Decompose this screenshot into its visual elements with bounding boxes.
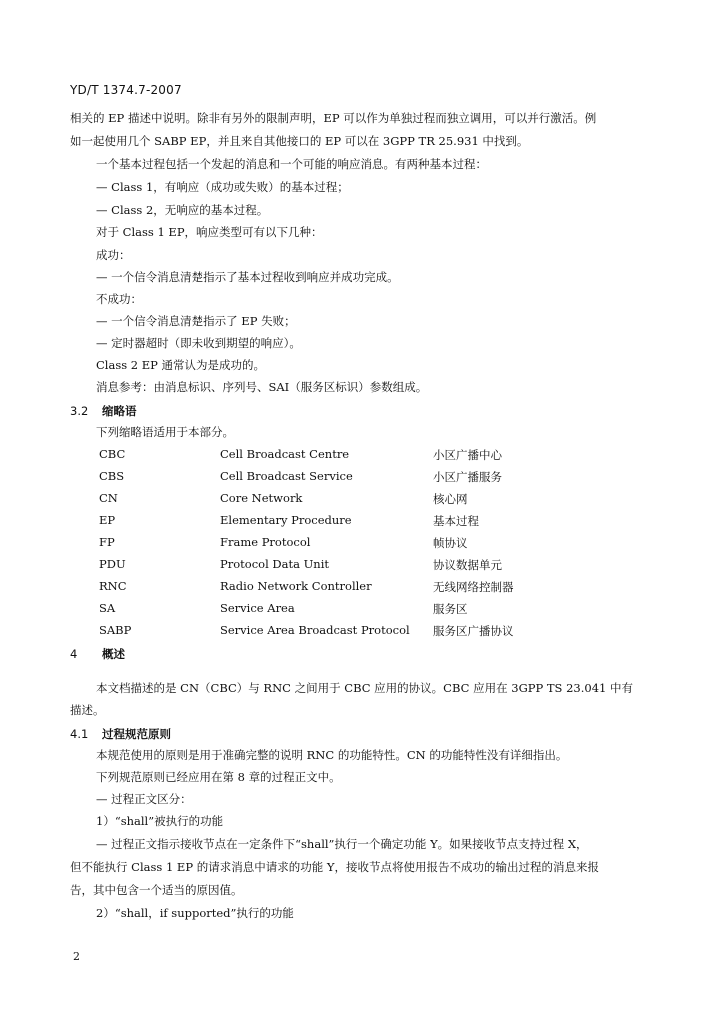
paragraph-line: 但不能执行 Class 1 EP 的请求消息中请求的功能 Y，接收节点将使用报告不成功的输出过程的消息来报 — [70, 860, 599, 874]
list-item: — 一个信令消息清楚指示了 EP 失败； — [96, 314, 296, 328]
english-cell: Core Network — [220, 491, 303, 505]
paragraph-line: 本文档描述的是 CN（CBC）与 RNC 之间用于 CBC 应用的协议。CBC 应用在 3GPP TS 23.041 中有 — [96, 681, 633, 695]
chinese-cell: 小区广播中心 — [433, 448, 502, 462]
section-heading — [70, 403, 137, 419]
chinese-cell: 帧协议 — [433, 536, 468, 550]
list-item: — 过程正文区分： — [96, 792, 192, 806]
abbr-cell: CN — [99, 491, 118, 505]
chinese-cell: 服务区 — [433, 602, 468, 616]
list-item: — 定时器超时（即未收到期望的响应）。 — [96, 336, 301, 350]
paragraph-line: 消息参考：由消息标识、序列号、SAI（服务区标识）参数组成。 — [96, 380, 428, 394]
chinese-cell: 无线网络控制器 — [433, 580, 514, 594]
english-cell: Radio Network Controller — [220, 579, 372, 593]
list-item: 1）“shall”被执行的功能 — [96, 814, 224, 828]
chinese-cell: 小区广播服务 — [433, 470, 502, 484]
list-item: — Class 1，有响应（成功或失败）的基本过程； — [96, 180, 349, 194]
paragraph-line: 告，其中包含一个适当的原因值。 — [70, 883, 243, 897]
paragraph-line: Class 2 EP 通常认为是成功的。 — [96, 358, 266, 372]
paragraph-line: 描述。 — [70, 703, 105, 717]
abbr-cell: CBC — [99, 447, 126, 461]
english-cell: Frame Protocol — [220, 535, 311, 549]
english-cell: Elementary Procedure — [220, 513, 352, 527]
document-header: YD/T 1374.7-2007 — [70, 83, 182, 97]
abbr-cell: SA — [99, 601, 116, 615]
list-item: — Class 2，无响应的基本过程。 — [96, 203, 269, 217]
section-heading — [70, 726, 171, 742]
paragraph-line: 本规范使用的原则是用于准确完整的说明 RNC 的功能特性。CN 的功能特性没有详细指出。 — [96, 748, 568, 762]
label: 成功： — [96, 248, 131, 262]
abbr-cell: CBS — [99, 469, 125, 483]
chinese-cell: 服务区广播协议 — [433, 624, 514, 638]
section-title: 概述 — [102, 647, 125, 661]
section-title: 过程规范原则 — [102, 727, 171, 741]
abbr-cell: FP — [99, 535, 115, 549]
section-number: 4 — [70, 647, 78, 661]
chinese-cell: 协议数据单元 — [433, 558, 502, 572]
english-cell: Service Area Broadcast Protocol — [220, 623, 410, 637]
abbr-cell: SABP — [99, 623, 132, 637]
chinese-cell: 核心网 — [433, 492, 468, 506]
section-number: 3.2 — [70, 404, 89, 418]
list-item: — 一个信令消息清楚指示了基本过程收到响应并成功完成。 — [96, 270, 399, 284]
list-item: 2）“shall，if supported”执行的功能 — [96, 906, 294, 920]
english-cell: Protocol Data Unit — [220, 557, 330, 571]
english-cell: Cell Broadcast Centre — [220, 447, 350, 461]
section-heading — [70, 646, 125, 662]
abbr-cell: EP — [99, 513, 116, 527]
paragraph-line: 对于 Class 1 EP，响应类型可有以下几种： — [96, 225, 323, 239]
abbr-cell: PDU — [99, 557, 126, 571]
paragraph-line: 相关的 EP 描述中说明。除非有另外的限制声明，EP 可以作为单独过程而独立调用，可以并行激活。例 — [70, 111, 597, 125]
english-cell: Cell Broadcast Service — [220, 469, 353, 483]
paragraph-line: 下列缩略语适用于本部分。 — [96, 425, 234, 439]
paragraph-line: 如一起使用几个 SABP EP，并且来自其他接口的 EP 可以在 3GPP TR 25.931 中找到。 — [70, 134, 529, 148]
abbr-cell: RNC — [99, 579, 127, 593]
english-cell: Service Area — [220, 601, 295, 615]
section-number: 4.1 — [70, 727, 89, 741]
label: 不成功： — [96, 292, 142, 306]
paragraph-line: 一个基本过程包括一个发起的消息和一个可能的响应消息。有两种基本过程： — [96, 157, 487, 171]
paragraph-line: 下列规范原则已经应用在第 8 章的过程正文中。 — [96, 770, 341, 784]
paragraph-line: — 过程正文指示接收节点在一定条件下“shall”执行一个确定功能 Y。如果接收节点支持过程 X， — [96, 837, 588, 851]
chinese-cell: 基本过程 — [433, 514, 479, 528]
section-title: 缩略语 — [102, 404, 137, 418]
page-number: 2 — [73, 950, 80, 963]
